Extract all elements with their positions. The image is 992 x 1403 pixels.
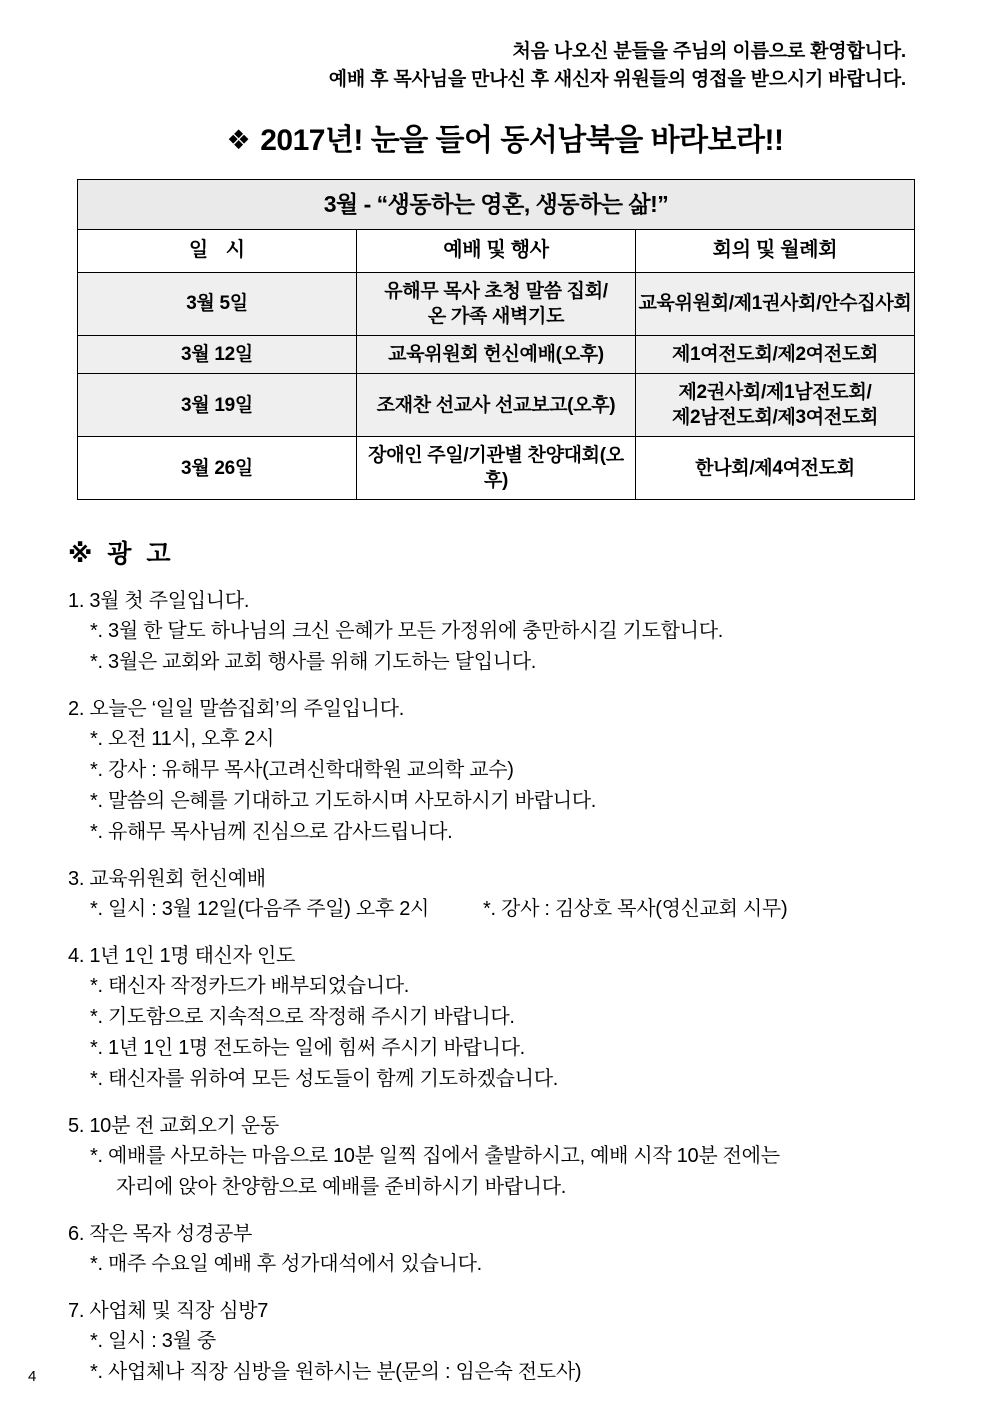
welcome-line-2: 예배 후 목사님을 만나신 후 새신자 위원들의 영접을 받으시기 바랍니다.: [328, 68, 906, 90]
list-item: [68, 941, 992, 1095]
row-event: 교육위원회 헌신예배(오후): [357, 336, 636, 374]
announcement-detail: *. 오전 11시, 오후 2시: [90, 728, 275, 751]
list-item: [68, 586, 992, 678]
announcement-detail: *. 강사 : 김상호 목사(영신교회 시무): [483, 898, 788, 921]
list-item: [68, 1296, 992, 1388]
announcements-heading: ※ 광 고: [68, 540, 175, 569]
announcement-detail: 자리에 앉아 찬양함으로 예배를 준비하시기 바랍니다.: [116, 1176, 566, 1199]
announcement-detail: *. 말씀의 은혜를 기대하고 기도하시며 사모하시기 바랍니다.: [90, 790, 597, 813]
announcement-title: 4. 1년 1인 1명 태신자 인도: [68, 945, 295, 968]
table-row: [78, 336, 915, 374]
announcement-detail: *. 예배를 사모하는 마음으로 10분 일찍 집에서 출발하시고, 예배 시작 10분 전에는: [90, 1145, 780, 1168]
announcement-detail-row: [90, 894, 992, 925]
row-event: 장애인 주일/기관별 찬양대회(오후): [357, 437, 636, 500]
schedule-caption: 3월 - “생동하는 영혼, 생동하는 삶!”: [78, 180, 915, 230]
announcement-title: 5. 10분 전 교회오기 운동: [68, 1115, 279, 1138]
row-date: 3월 19일: [78, 374, 357, 437]
column-header-meeting: 회의 및 월례회: [636, 230, 915, 272]
row-date: 3월 26일: [78, 437, 357, 500]
announcement-detail: *. 매주 수요일 예배 후 성가대석에서 있습니다.: [90, 1253, 482, 1276]
announcement-detail: *. 기도함으로 지속적으로 작정해 주시기 바랍니다.: [90, 1006, 515, 1029]
column-header-event: 예배 및 행사: [357, 230, 636, 272]
list-item: [68, 864, 992, 925]
row-event-line-2: 온 가족 새벽기도: [427, 305, 565, 327]
schedule-table: [77, 179, 915, 500]
table-row: [78, 272, 915, 335]
list-item: [68, 1111, 992, 1203]
announcement-detail: *. 태신자 작정카드가 배부되었습니다.: [90, 975, 410, 998]
announcements-list: [68, 586, 992, 1388]
schedule-caption-row: [78, 180, 915, 230]
table-row: [78, 374, 915, 437]
column-header-date: 일 시: [78, 230, 357, 272]
diamond-bullet-icon: ❖: [226, 125, 251, 156]
announcement-detail: *. 유해무 목사님께 진심으로 감사드립니다.: [90, 821, 453, 844]
announcement-detail: *. 일시 : 3월 중: [90, 1330, 216, 1353]
schedule-table-wrapper: [77, 179, 915, 500]
row-date: 3월 5일: [78, 272, 357, 335]
row-date: 3월 12일: [78, 336, 357, 374]
row-event-line-1: 유해무 목사 초청 말씀 집회/: [384, 280, 608, 302]
announcement-title: 6. 작은 목자 성경공부: [68, 1223, 253, 1246]
page-title-text: 2017년! 눈을 들어 동서남북을 바라보라!!: [260, 124, 784, 158]
announcement-detail: *. 1년 1인 1명 전도하는 일에 힘써 주시기 바랍니다.: [90, 1037, 525, 1060]
announcement-detail: *. 강사 : 유해무 목사(고려신학대학원 교의학 교수): [90, 759, 514, 782]
table-row: [78, 437, 915, 500]
row-meeting: 제1여전도회/제2여전도회: [636, 336, 915, 374]
page-number: 4: [28, 1368, 37, 1385]
list-item: [68, 694, 992, 848]
row-event: 조재찬 선교사 선교보고(오후): [357, 374, 636, 437]
schedule-header-row: [78, 230, 915, 272]
announcement-detail: *. 3월 한 달도 하나님의 크신 은혜가 모든 가정위에 충만하시길 기도합니다.: [90, 620, 723, 643]
welcome-message: [0, 0, 992, 93]
row-meeting-line-1: 제2권사회/제1남전도회/: [678, 382, 872, 404]
announcement-title: 1. 3월 첫 주일입니다.: [68, 590, 250, 613]
announcement-detail: *. 일시 : 3월 12일(다음주 주일) 오후 2시: [90, 898, 430, 921]
row-meeting: [636, 374, 915, 437]
announcement-title: 7. 사업체 및 직장 심방7: [68, 1300, 269, 1323]
announcement-title: 2. 오늘은 ‘일일 말씀집회’의 주일입니다.: [68, 698, 404, 721]
row-meeting: 교육위원회/제1권사회/안수집사회: [636, 272, 915, 335]
announcement-detail: *. 3월은 교회와 교회 행사를 위해 기도하는 달입니다.: [90, 651, 537, 674]
row-meeting: 한나회/제4여전도회: [636, 437, 915, 500]
row-event: [357, 272, 636, 335]
row-meeting-line-2: 제2남전도회/제3여전도회: [671, 407, 879, 429]
announcement-detail: *. 태신자를 위하여 모든 성도들이 함께 기도하겠습니다.: [90, 1068, 558, 1091]
welcome-line-1: 처음 나오신 분들을 주님의 이름으로 환영합니다.: [512, 41, 906, 62]
page-title: [0, 115, 992, 159]
announcement-detail: *. 사업체나 직장 심방을 원하시는 분(문의 : 임은숙 전도사): [90, 1361, 582, 1384]
announcement-title: 3. 교육위원회 헌신예배: [68, 868, 266, 891]
list-item: [68, 1219, 992, 1280]
